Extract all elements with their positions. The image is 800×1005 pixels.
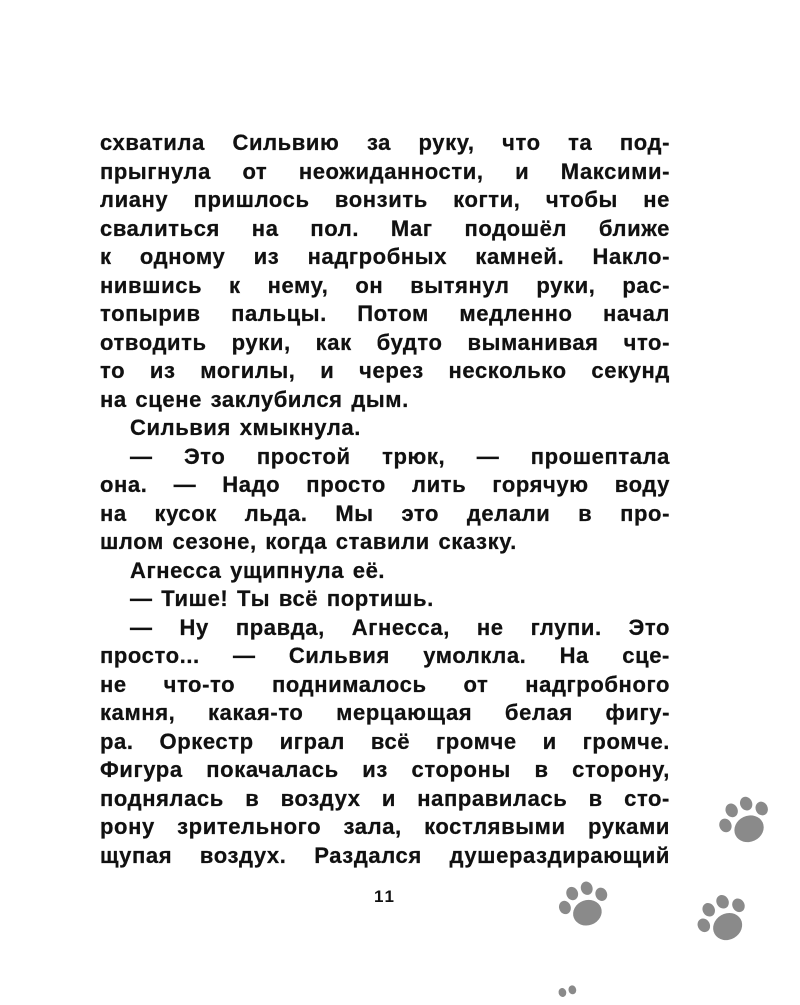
text-line: к одному из надгробных камней. Накло- [100,244,670,269]
text-line: камня, какая-то мерцающая белая фигу- [100,700,670,725]
text-line: прыгнула от неожиданности, и Максими- [100,158,670,184]
text-line: схватила Сильвию за руку, что та под- [100,130,670,155]
text-line: свалиться на пол. Маг подошёл ближе [100,215,670,241]
text-line: просто... — Сильвия умолкла. На сце- [100,643,670,668]
text-line: то из могилы, и через несколько секунд [100,358,670,383]
page-number: 11 [374,887,396,906]
text-line: нившись к нему, он вытянул руки, рас- [100,272,670,298]
text-line: — Ну правда, Агнесса, не глупи. Это [130,614,670,640]
text-line: шлом сезоне, когда ставили сказку. [100,529,517,554]
text-line: на кусок льда. Мы это делали в про- [100,500,670,526]
text-line: она. — Надо просто лить горячую воду [100,472,670,497]
text-line: лиану пришлось вонзить когти, чтобы не [100,187,670,212]
text-line: щупая воздух. Раздался душераздирающий [100,842,670,868]
text-line: ра. Оркестр играл всё громче и громче. [100,728,670,754]
text-line: Агнесса ущипнула её. [130,557,386,583]
paw-print-icon [708,785,786,858]
text-line: на сцене заклубился дым. [100,386,409,412]
paw-print-icon [549,871,623,940]
text-line: рону зрительного зала, костлявыми руками [100,814,670,839]
text-line: — Тише! Ты всё портишь. [130,586,434,611]
text-line: не что-то поднималось от надгробного [100,671,670,697]
text-line: топырив пальцы. Потом медленно начал [100,301,670,326]
paw-print-icon [546,977,589,1005]
text-line: Сильвия хмыкнула. [130,415,361,440]
text-line: — Это простой трюк, — прошептала [130,443,670,469]
text-line: Фигура покачалась из стороны в сторону, [100,757,670,782]
page-text [100,129,670,870]
text-line: отводить руки, как будто выманивая что- [100,329,670,355]
text-line: поднялась в воздух и направилась в сто- [100,785,670,811]
